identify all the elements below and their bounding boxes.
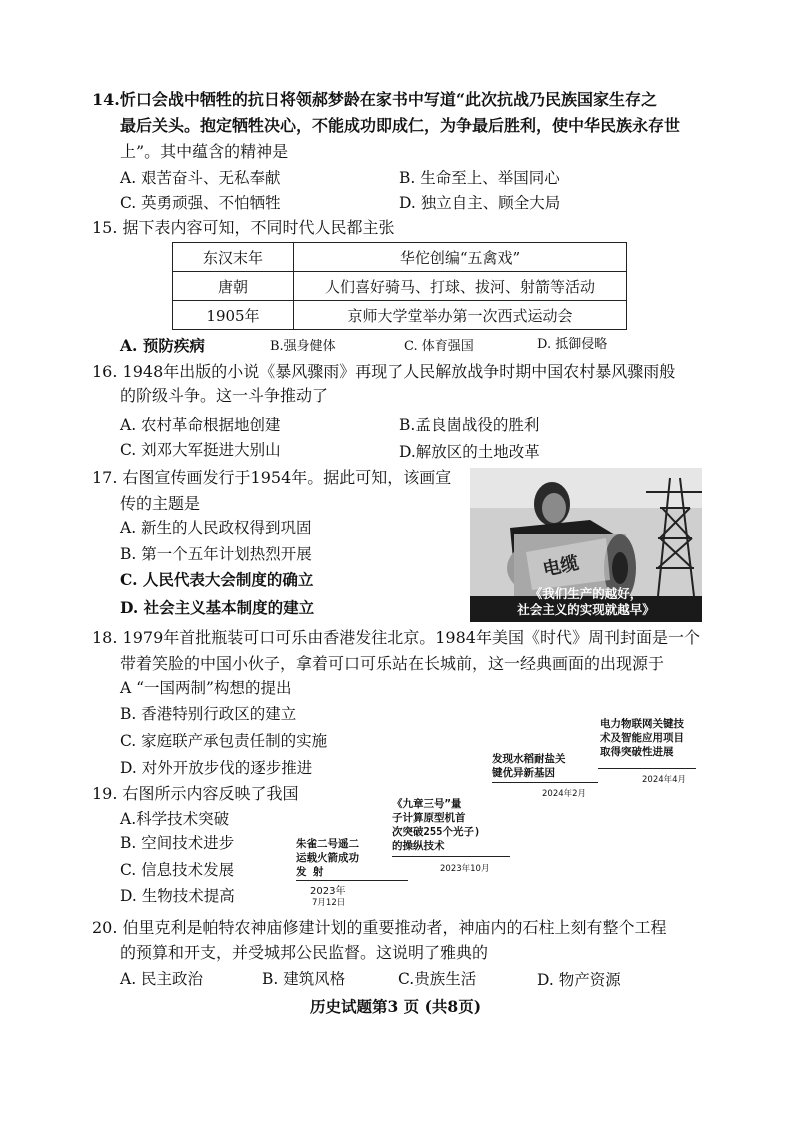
q16-option-a[interactable]: A. 农村革命根据地创建 [120,416,281,434]
timeline-event4-date: 2024年4月 [642,775,687,785]
q18-option-c[interactable]: C. 家庭联产承包责任制的实施 [120,732,328,750]
q20-stem-line2: 的预算和开支，并受城邦公民监督。这说明了雅典的 [120,943,489,962]
timeline-event4-line2: 术及智能应用项目 [600,732,684,744]
timeline-event1-line1: 朱雀二号遥二 [296,838,359,850]
timeline-event2-line3: 次突破255个光子) [392,826,481,838]
q17-option-d[interactable]: D. 社会主义基本制度的建立 [120,598,315,617]
propaganda-poster-image [470,468,702,622]
q19-option-a[interactable]: A.科学技术突破 [120,810,230,828]
q19-stem: 19. 右图所示内容反映了我国 [92,784,299,803]
q15-table [172,242,627,330]
q18-option-b[interactable]: B. 香港特别行政区的建立 [120,705,297,723]
q15-option-a[interactable]: A. 预防疾病 [120,336,205,355]
timeline-event1-line2: 运载火箭成功 [296,852,359,864]
q19-option-b[interactable]: B. 空间技术进步 [120,834,235,852]
q15-row2-content: 人们喜好骑马、打球、拔河、射箭等活动 [294,272,627,301]
q15-row3-content: 京师大学堂举办第一次西式运动会 [294,301,627,330]
q19-option-c[interactable]: C. 信息技术发展 [120,861,235,879]
q17-option-a[interactable]: A. 新生的人民政权得到巩固 [120,519,312,537]
q20-option-a[interactable]: A. 民主政治 [120,970,204,988]
timeline-event3-line1: 发现水稻耐盐关 [492,753,566,765]
q18-option-a[interactable]: A “一国两制”构想的提出 [120,679,292,697]
q15-option-c[interactable]: C. 体育强国 [404,339,474,354]
timeline-event3-line2: 键优异新基因 [492,767,555,779]
q18-stem-line1: 18. 1979年首批瓶装可口可乐由香港发往北京。1984年美国《时代》周刊封面是一个 [92,628,700,647]
q14-stem-line2: 最后关头。抱定牺牲决心，不能成功即成仁，为争最后胜利，使中华民族永存世 [120,116,681,135]
timeline-event1-date-year: 2023年 [310,886,346,897]
q14-option-d[interactable]: D. 独立自主、顾全大局 [399,194,561,212]
timeline-line-1 [296,880,408,881]
poster-drum-label: 电缆 [541,552,581,581]
q15-row1-content: 华佗创编“五禽戏” [294,243,627,272]
table-row [173,243,627,272]
q18-stem-line2: 带着笑脸的中国小伙子，拿着可口可乐站在长城前，这一经典画面的出现源于 [120,654,665,673]
timeline-line-4 [598,768,696,769]
page-footer: 历史试题第3 页 (共8页) [310,997,482,1016]
q20-option-b[interactable]: B. 建筑风格 [262,970,346,988]
q17-stem-line1: 17. 右图宣传画发行于1954年。据此可知，该画宣 [92,468,452,487]
timeline-event2-line2: 子计算原型机首 [392,812,466,824]
q18-option-d[interactable]: D. 对外开放步伐的逐步推进 [120,759,313,777]
q14-stem-line3: 上”。其中蕴含的精神是 [120,142,289,161]
timeline-event4-line3: 取得突破性进展 [600,746,674,758]
q15-row1-era: 东汉末年 [173,243,294,272]
q15-stem: 15. 据下表内容可知，不同时代人民都主张 [92,218,395,237]
timeline-event3-date: 2024年2月 [542,789,587,799]
q14-stem-line1: 14.忻口会战中牺牲的抗日将领郝梦龄在家书中写道“此次抗战乃民族国家生存之 [92,90,658,109]
q16-option-d[interactable]: D.解放区的土地改革 [399,443,540,461]
table-row [173,301,627,330]
poster-caption [470,586,702,618]
q15-option-b[interactable]: B.强身健体 [270,339,336,354]
q14-option-c[interactable]: C. 英勇顽强、不怕牺牲 [120,194,281,212]
q20-stem-line1: 20. 伯里克利是帕特农神庙修建计划的重要推动者，神庙内的石柱上刻有整个工程 [92,918,667,937]
timeline-event4-line1: 电力物联网关键技 [600,718,684,730]
q17-option-b[interactable]: B. 第一个五年计划热烈开展 [120,545,312,563]
q17-stem-line2: 传的主题是 [120,494,201,513]
timeline-event2-line1: 《九章三号”量 [392,798,462,810]
timeline-event1-date-day: 7月12日 [312,898,346,908]
timeline-event1-line3: 发 射 [296,866,324,878]
q16-stem-line1: 16. 1948年出版的小说《暴风骤雨》再现了人民解放战争时期中国农村暴风骤雨般 [92,362,676,381]
q15-option-d[interactable]: D. 抵御侵略 [537,337,608,352]
poster-caption-line2: 社会主义的实现就越早》 [517,602,655,617]
poster-caption-line1: 《我们生产的越好， [529,586,643,601]
q19-option-d[interactable]: D. 生物技术提高 [120,887,235,905]
timeline-line-3 [492,782,598,783]
timeline-event2-date: 2023年10月 [440,864,490,874]
q14-option-b[interactable]: B. 生命至上、举国同心 [399,169,560,187]
q14-option-a[interactable]: A. 艰苦奋斗、无私奉献 [120,169,281,187]
q16-option-c[interactable]: C. 刘邓大军挺进大别山 [120,441,281,459]
q20-option-d[interactable]: D. 物产资源 [537,971,621,989]
q15-row3-era: 1905年 [173,301,294,330]
q16-stem-line2: 的阶级斗争。这一斗争推动了 [120,386,329,405]
timeline-line-2 [392,856,510,857]
q17-option-c[interactable]: C. 人民代表大会制度的确立 [120,570,314,589]
table-row [173,272,627,301]
timeline-event2-line4: 的操纵技术 [392,840,445,852]
q15-row2-era: 唐朝 [173,272,294,301]
q20-option-c[interactable]: C.贵族生活 [398,970,477,988]
q16-option-b[interactable]: B.孟良崮战役的胜利 [399,416,540,434]
